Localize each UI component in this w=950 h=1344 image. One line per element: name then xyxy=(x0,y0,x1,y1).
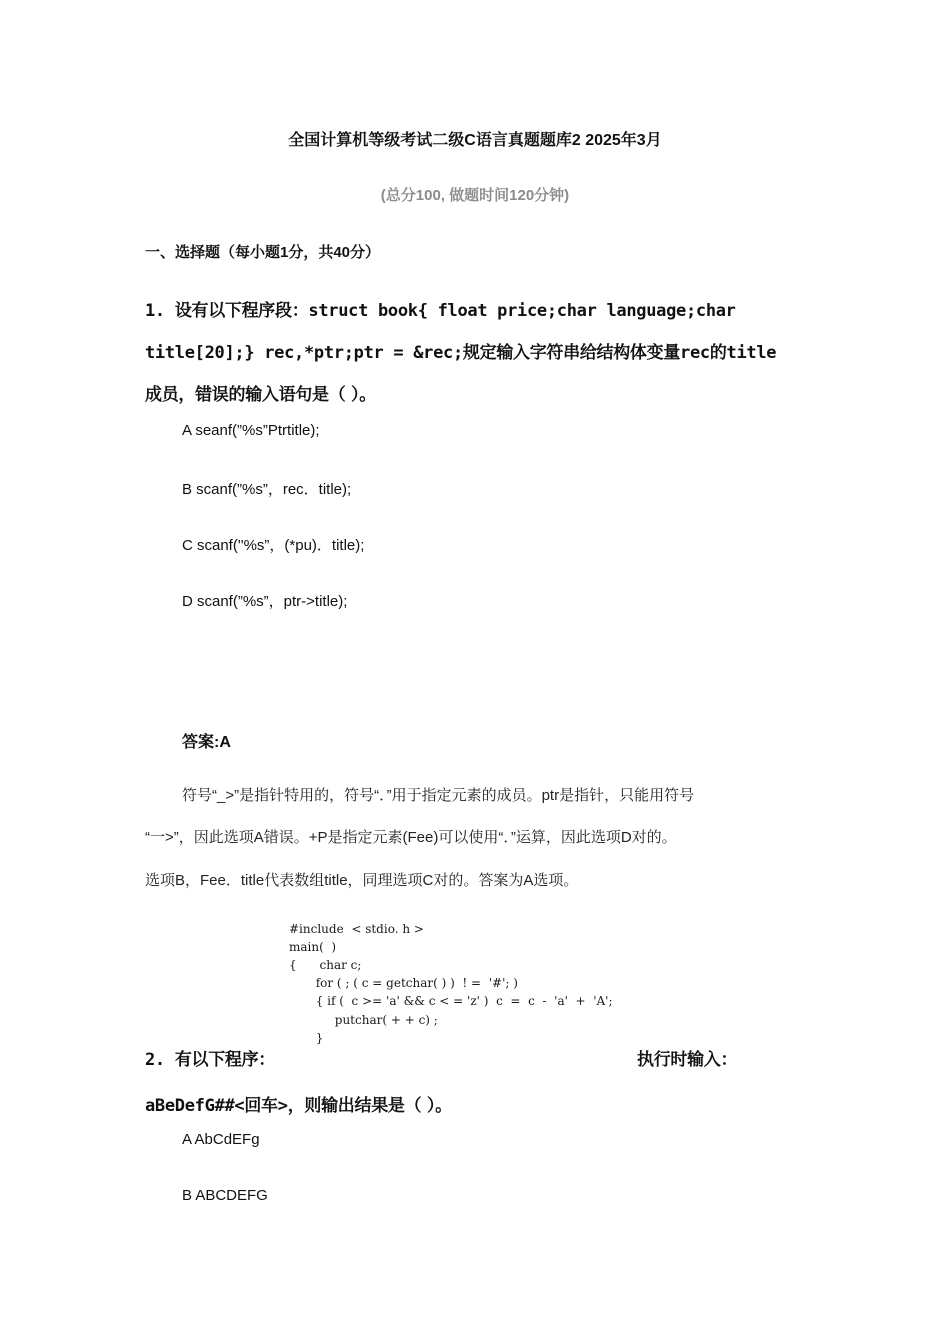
page-subtitle: (总分100, 做题时间120分钟) xyxy=(380,187,570,204)
code-line: #include < stdio. h > xyxy=(289,922,424,936)
question-number: 2. xyxy=(145,1050,175,1070)
question-2-line-1-right xyxy=(637,1045,737,1070)
code-line: } xyxy=(289,1031,324,1045)
question-text: 成员，错误的输入语句是（ ）。 xyxy=(145,385,376,405)
question-text: 执行时输入： xyxy=(637,1050,738,1070)
question-1-line-1 xyxy=(145,296,736,321)
question-code: struct book{ float price;char language;char xyxy=(308,301,736,321)
question-1-line-3 xyxy=(145,380,376,405)
question-code: > xyxy=(277,1096,288,1116)
question-text: ，则输出结果是（ ）。 xyxy=(287,1096,452,1116)
question-text: 回车 xyxy=(244,1096,278,1116)
question-text: 设有以下程序段： xyxy=(174,301,309,321)
option-b: B ABCDEFG xyxy=(182,1187,268,1204)
question-code: aBeDefG##< xyxy=(145,1096,245,1116)
code-line: main( ) xyxy=(289,940,337,954)
explanation-line-3: 选项B，Fee．title代表数组title，同理选项C对的。答案为A选项。 xyxy=(145,872,579,889)
explanation-line-2: “一>”，因此选项A错误。+P是指定元素(Fee)可以使用“．”运算，因此选项D对的。 xyxy=(145,829,677,846)
question-code: title[20];} rec,*ptr;ptr = &rec; xyxy=(145,343,463,363)
option-b: B scanf(”%s”，rec．title); xyxy=(182,481,352,498)
code-snippet-image xyxy=(286,918,646,1050)
option-a: A seanf(”%s”Ptrtitle); xyxy=(182,422,320,439)
question-code: title xyxy=(726,343,777,363)
code-line: { char c; xyxy=(289,958,362,972)
option-a: A AbCdEFg xyxy=(182,1131,260,1148)
question-text: 的 xyxy=(709,343,727,363)
option-d: D scanf(”%s”，ptr->title); xyxy=(182,593,348,610)
code-line: { if ( c >= 'a' && c < = 'z' ) c = c - 'a' + 'A'; xyxy=(289,994,613,1008)
explanation-line-1: 符号“_>”是指针特用的，符号“．”用于指定元素的成员。ptr是指针，只能用符号 xyxy=(182,787,695,804)
section-heading: 一、选择题（每小题1分，共40分） xyxy=(145,244,381,261)
code-line: for ( ; ( c = getchar( ) ) ! = '#'; ) xyxy=(289,976,518,990)
code-line: putchar( + + c) ; xyxy=(289,1013,438,1027)
question-2-line-2 xyxy=(145,1091,452,1116)
answer-label: 答案:A xyxy=(182,734,231,751)
question-1-line-2 xyxy=(145,338,776,363)
option-c: C scanf(''%s”，(*pu)．title); xyxy=(182,537,365,554)
question-text: 规定输入字符串给结构体变量 xyxy=(462,343,681,363)
page-title: 全国计算机等级考试二级C语言真题题库2 2025年3月 xyxy=(288,132,662,149)
question-number: 1. xyxy=(145,301,175,321)
question-text: 有以下程序： xyxy=(174,1050,276,1070)
question-2-line-1-left xyxy=(145,1045,275,1070)
question-code: rec xyxy=(680,343,710,363)
